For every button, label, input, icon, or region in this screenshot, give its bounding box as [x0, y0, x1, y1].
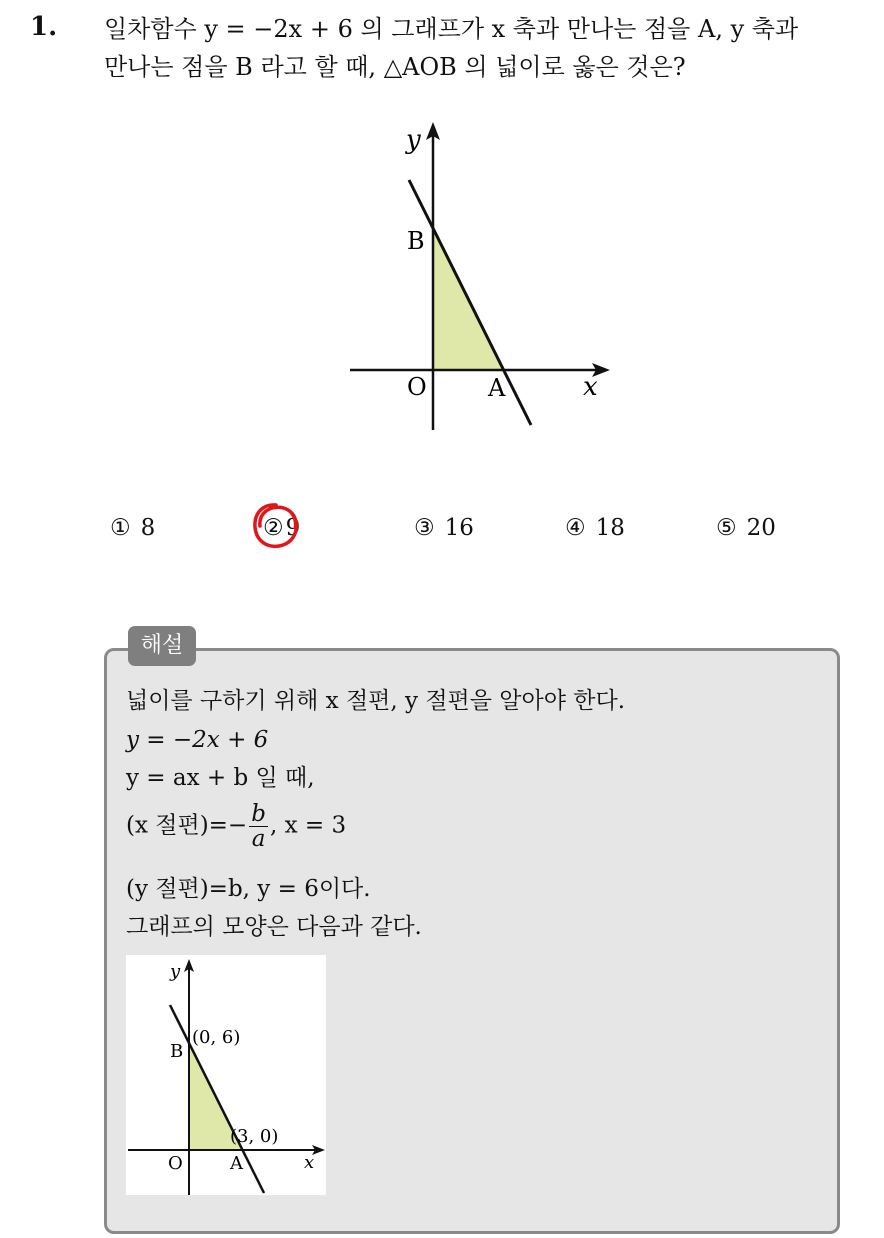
solution-x-label: x	[304, 1152, 315, 1173]
choice-1[interactable]	[110, 510, 155, 546]
point-b-label: B	[407, 227, 425, 255]
choice-1-mark: ①	[110, 515, 131, 541]
fraction-denominator: a	[251, 826, 266, 852]
solution-y-label: y	[170, 961, 181, 982]
choice-4-value: 18	[595, 515, 625, 541]
choice-2-value: 9	[285, 515, 301, 541]
question-graph	[340, 118, 630, 448]
origin-label: O	[407, 373, 427, 401]
choice-2-mark: ②	[263, 515, 284, 541]
solution-line-6: 그래프의 모양은 다음과 같다.	[126, 914, 422, 940]
choice-3-value: 16	[444, 515, 474, 541]
answer-circle-mark-icon	[250, 500, 302, 552]
choice-5-value: 20	[746, 515, 776, 541]
choice-3[interactable]	[414, 510, 474, 546]
solution-tag: 해설	[128, 626, 196, 666]
answer-choices	[0, 510, 884, 550]
solution-o-label: O	[168, 1153, 183, 1174]
x-intercept-suffix: , x = 3	[269, 812, 347, 839]
choice-4-mark: ④	[565, 515, 586, 541]
function-line	[409, 180, 531, 425]
question-number: 1.	[30, 12, 58, 42]
point-b-coordinate: (0, 6)	[192, 1027, 241, 1048]
solution-line-4	[126, 802, 346, 851]
x-intercept-prefix: (x 절편)=−	[126, 812, 248, 839]
question-line-2: 만나는 점을 B 라고 할 때, △AOB 의 넓이로 옳은 것은?	[104, 53, 686, 81]
fraction-numerator: b	[251, 801, 266, 827]
point-a-label: A	[488, 374, 506, 402]
x-axis-label: x	[583, 372, 598, 402]
question-text	[104, 10, 864, 86]
point-a-coordinate: (3, 0)	[230, 1126, 279, 1147]
choice-4[interactable]	[565, 510, 625, 546]
y-axis-label: y	[406, 125, 421, 155]
solution-line-3: y = ax + b 일 때,	[126, 765, 315, 791]
solution-graph	[126, 955, 326, 1195]
solution-a-label: A	[230, 1153, 243, 1174]
solution-b-label: B	[170, 1041, 184, 1062]
choice-1-value: 8	[140, 515, 156, 541]
choice-5[interactable]	[716, 510, 776, 546]
solution-line-2: y = −2x + 6	[126, 727, 269, 753]
question-line-1: 일차함수 y = −2x + 6 의 그래프가 x 축과 만나는 점을 A, y 축과	[104, 15, 799, 43]
solution-line-1: 넓이를 구하기 위해 x 절편, y 절편을 알아야 한다.	[126, 688, 625, 714]
fraction-b-over-a	[249, 802, 268, 851]
solution-line-5: (y 절편)=b, y = 6이다.	[126, 876, 371, 902]
choice-5-mark: ⑤	[716, 515, 737, 541]
choice-3-mark: ③	[414, 515, 435, 541]
